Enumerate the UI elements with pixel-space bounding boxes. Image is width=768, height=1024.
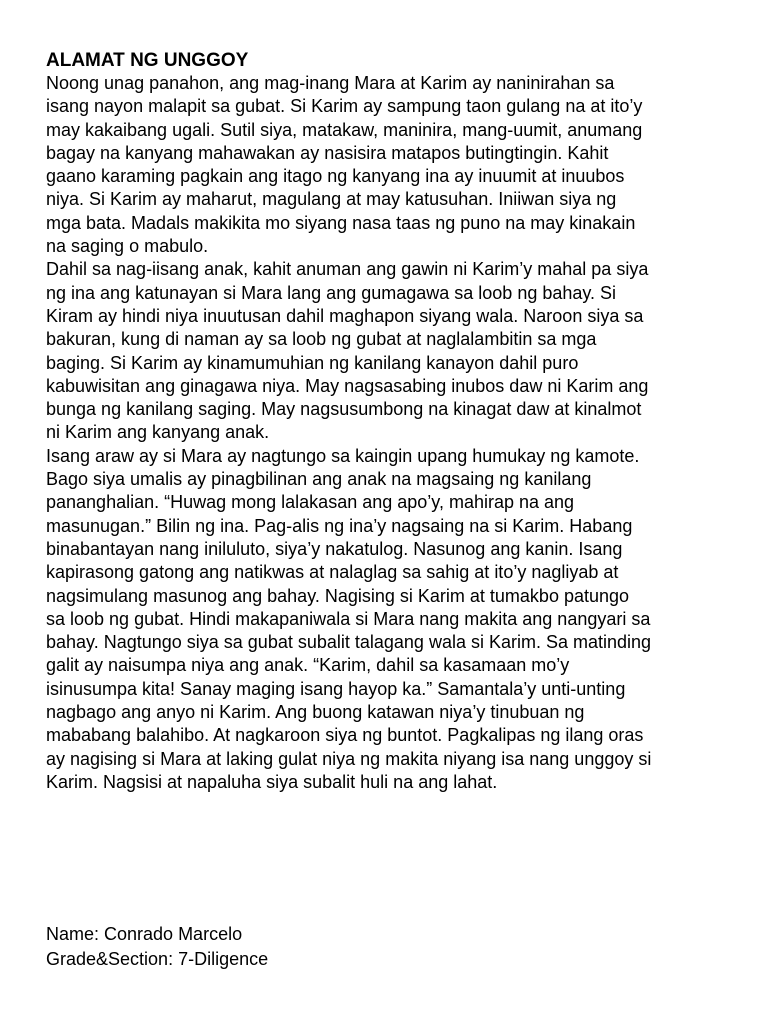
story-paragraph xyxy=(46,258,736,444)
paragraph-line: pananghalian. “Huwag mong lalakasan ang apo’y, mahirap na ang xyxy=(46,492,575,513)
paragraph-line: bunga ng kanilang saging. May nagsusumbong na kinagat daw at kinalmot xyxy=(46,399,642,420)
story-paragraph xyxy=(46,72,736,258)
paragraph-line: Dahil sa nag-iisang anak, kahit anuman ang gawin ni Karim’y mahal pa siya xyxy=(46,259,649,280)
student-name: Name: Conrado Marcelo xyxy=(46,924,243,944)
paragraph-line: gaano karaming pagkain ang itago ng kanyang ina ay inuumit at inuubos xyxy=(46,166,625,187)
paragraph-line: may kakaibang ugali. Sutil siya, matakaw, maninira, mang-uumit, anumang xyxy=(46,119,643,140)
paragraph-line: ni Karim ang kanyang anak. xyxy=(46,422,270,443)
paragraph-line: ng ina ang katunayan si Mara lang ang gumagawa sa loob ng bahay. Si xyxy=(46,282,617,303)
paragraph-line: sa loob ng gubat. Hindi makapaniwala si Mara nang makita ang nangyari sa xyxy=(46,608,651,629)
paragraph-line: kabuwisitan ang ginagawa niya. May nagsasabing inubos daw ni Karim ang xyxy=(46,375,649,396)
paragraph-line: isang nayon malapit sa gubat. Si Karim ay sampung taon gulang na at ito’y xyxy=(46,96,643,117)
paragraph-line: galit ay naisumpa niya ang anak. “Karim, dahil sa kasamaan mo’y xyxy=(46,655,570,676)
paragraph-line: nagbago ang anyo ni Karim. Ang buong katawan niya’y tinubuan ng xyxy=(46,702,585,723)
student-grade-section: Grade&Section: 7-Diligence xyxy=(46,949,269,969)
paragraph-line: Isang araw ay si Mara ay nagtungo sa kaingin upang humukay ng kamote. xyxy=(46,445,640,466)
paragraph-line: bahay. Nagtungo siya sa gubat subalit talagang wala si Karim. Sa matinding xyxy=(46,632,652,653)
paragraph-line: binabantayan nang iniluluto, siya’y nakatulog. Nasunog ang kanin. Isang xyxy=(46,538,623,559)
student-info xyxy=(46,922,736,972)
paragraph-line: Karim. Nagsisi at napaluha siya subalit huli na ang lahat. xyxy=(46,771,498,792)
paragraph-line: nagsimulang masunog ang bahay. Nagising si Karim at tumakbo patungo xyxy=(46,585,630,606)
paragraph-line: na saging o mabulo. xyxy=(46,236,209,257)
paragraph-line: mga bata. Madals makikita mo siyang nasa taas ng puno na may kinakain xyxy=(46,212,636,233)
paragraph-line: masunugan.” Bilin ng ina. Pag-alis ng ina’y nagsaing na si Karim. Habang xyxy=(46,515,633,536)
story-title: ALAMAT NG UNGGOY xyxy=(46,50,249,71)
paragraph-line: isinusumpa kita! Sanay maging isang hayop ka.” Samantala’y unti-unting xyxy=(46,678,626,699)
paragraph-line: niya. Si Karim ay maharut, magulang at may katusuhan. Iniiwan siya ng xyxy=(46,189,617,210)
story-paragraphs xyxy=(46,72,736,794)
paragraph-line: bagay na kanyang mahawakan ay nasisira matapos butingtingin. Kahit xyxy=(46,142,609,163)
paragraph-line: bakuran, kung di naman ay sa loob ng gubat at naglalambitin sa mga xyxy=(46,329,597,350)
paragraph-line: Bago siya umalis ay pinagbilinan ang anak na magsaing ng kanilang xyxy=(46,469,592,490)
paragraph-line: baging. Si Karim ay kinamumuhian ng kanilang kanayon dahil puro xyxy=(46,352,579,373)
story-paragraph xyxy=(46,445,736,794)
paragraph-line: kapirasong gatong ang natikwas at nalaglag sa sahig at ito’y nagliyab at xyxy=(46,562,619,583)
paragraph-line: mababang balahibo. At nagkaroon siya ng buntot. Pagkalipas ng ilang oras xyxy=(46,725,644,746)
paragraph-line: Kiram ay hindi niya inuutusan dahil maghapon siyang wala. Naroon siya sa xyxy=(46,305,644,326)
paragraph-line: ay nagising si Mara at laking gulat niya ng makita niyang isa nang unggoy si xyxy=(46,748,652,769)
paragraph-line: Noong unag panahon, ang mag-inang Mara at Karim ay naninirahan sa xyxy=(46,73,615,93)
story-body xyxy=(46,49,736,794)
